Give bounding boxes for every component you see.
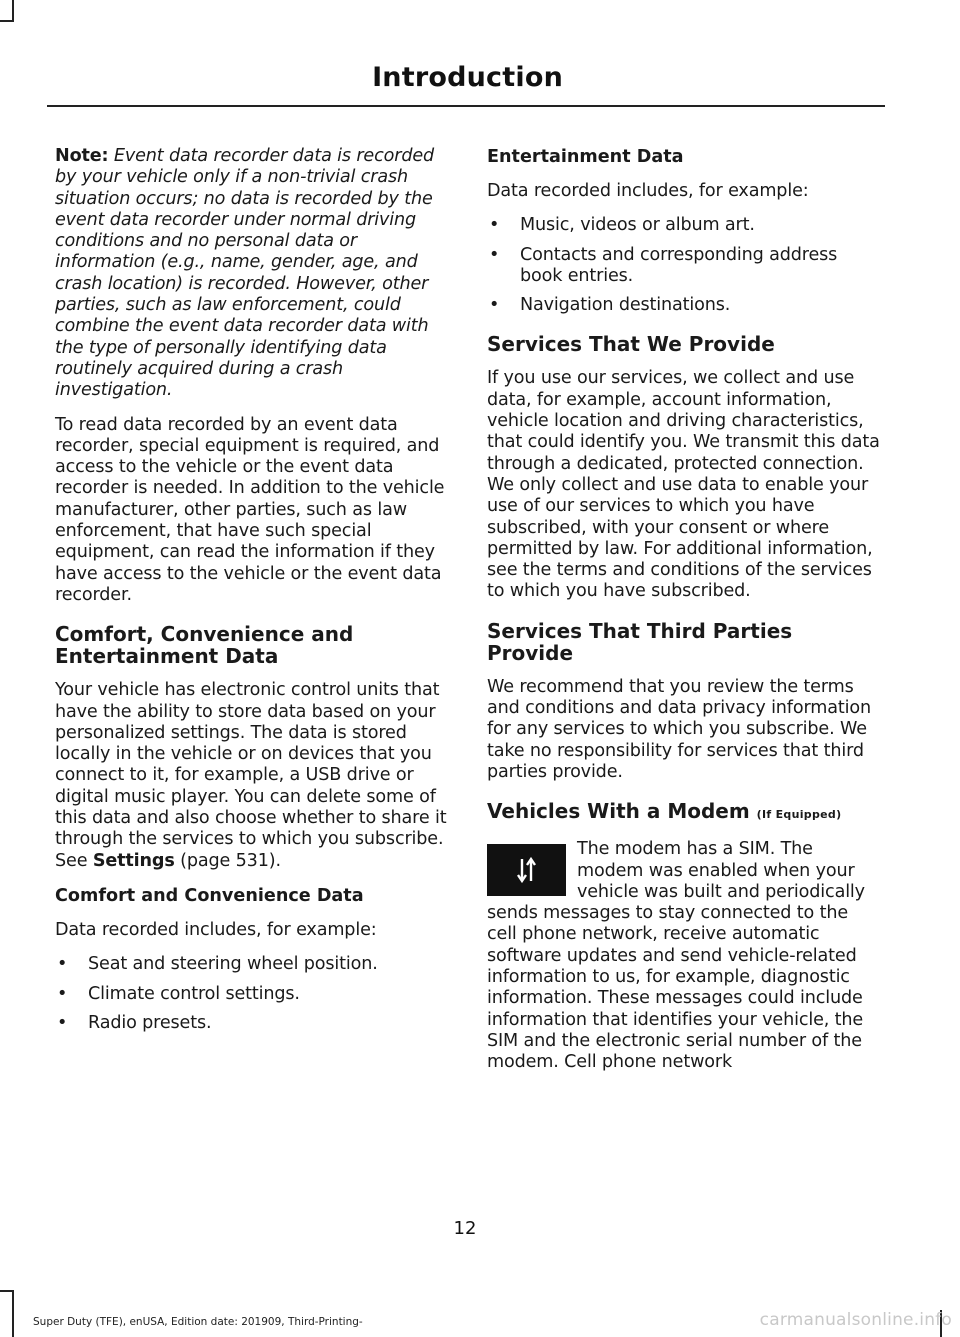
list-item: • Radio presets. (55, 1013, 447, 1034)
comfort-heading: Comfort, Convenience and Entertainment Data (55, 622, 354, 669)
note-paragraph (55, 146, 447, 402)
list-item: • Contacts and corresponding address book entries. (487, 245, 880, 288)
modem-paragraph: The modem has a SIM. The modem was enabled when your vehicle was built and periodically sends messages to stay connected to the cell phone network, receive automatic software updates and send vehicle-related information to us, for example, diagnostic information. These messages could include information that identifies your vehicle, the SIM and the electronic serial number of the modem. Cell phone network (487, 839, 865, 1073)
if-equipped-label: (If Equipped) (756, 808, 842, 822)
third-party-services-heading: Services That Third Parties Provide (487, 618, 793, 665)
note-label: Note: (55, 146, 109, 166)
entertainment-list (487, 215, 880, 316)
left-column (55, 146, 447, 1042)
page-reference[interactable]: (page 531). (180, 850, 281, 871)
right-column (487, 146, 880, 1087)
crop-mark (12, 0, 14, 22)
ccd-intro: Data recorded includes, for example: (55, 919, 377, 940)
settings-link[interactable]: Settings (92, 850, 175, 871)
list-item: • Seat and steering wheel position. (55, 954, 447, 975)
header-rule (47, 105, 885, 107)
third-party-services-paragraph: We recommend that you review the terms and conditions and data privacy information for any services to which you subscribe. We take no responsibility for services that third parties provide. (487, 676, 871, 782)
list-item: • Navigation destinations. (487, 295, 880, 316)
crop-mark (0, 1290, 14, 1292)
modem-heading (487, 800, 880, 826)
crop-mark (0, 20, 14, 22)
modem-heading-text: Vehicles With a Modem (487, 799, 750, 824)
crop-mark (12, 1290, 14, 1337)
note-text: Event data recorder data is recorded by your vehicle only if a non-trivial crash situation occurs; no data is recorded by the event data recorder under normal driving conditions and no personal data or information (e.g., name, gender, age, and crash location) is recorded. However, other parties, such as law enforcement, could combine the event data recorder data with the type of personally identifying data routinely acquired during a crash investigation. (55, 146, 435, 401)
entertainment-heading: Entertainment Data (487, 147, 684, 167)
comfort-paragraph (55, 680, 447, 872)
comfort-text: Your vehicle has electronic control units that have the ability to store data based on your personalized settings. The data is stored locally in the vehicle or on devices that you connect to it, for example, a USB drive or digital music player. You can delete some of this data and also choose whether to share it through the services to which you subscribe. See (55, 680, 447, 871)
entertainment-intro: Data recorded includes, for example: (487, 181, 809, 201)
comfort-convenience-heading: Comfort and Convenience Data (55, 885, 364, 906)
read-data-paragraph: To read data recorded by an event data recorder, special equipment is required, and access to the vehicle or the event data recorder is needed. In addition to the vehicle manufacturer, other parties, such as law enforcement, that have such special equipment, can read the information if they have access to the vehicle or the event data recorder. (55, 414, 445, 605)
ccd-list (55, 954, 447, 1034)
edition-info: Super Duty (TFE), enUSA, Edition date: 201909, Third-Printing- (33, 1316, 363, 1328)
services-we-provide-paragraph: If you use our services, we collect and use data, for example, account information, vehicle location and driving characteristics, that could identify you. We transmit this data through a dedicated, protected connection. We only collect and use data to enable your use of our services to which you have subscribed, with your consent or where permitted by law. For additional information, see the terms and conditions of the services to which you have subscribed. (487, 368, 880, 602)
page-title: Introduction (372, 62, 563, 93)
page-number: 12 (453, 1218, 477, 1239)
list-item: • Climate control settings. (55, 984, 447, 1005)
modem-data-transfer-icon (487, 844, 566, 896)
watermark: carmanualsonline.info (759, 1310, 952, 1330)
list-item: • Music, videos or album art. (487, 215, 880, 236)
services-we-provide-heading: Services That We Provide (487, 332, 775, 357)
